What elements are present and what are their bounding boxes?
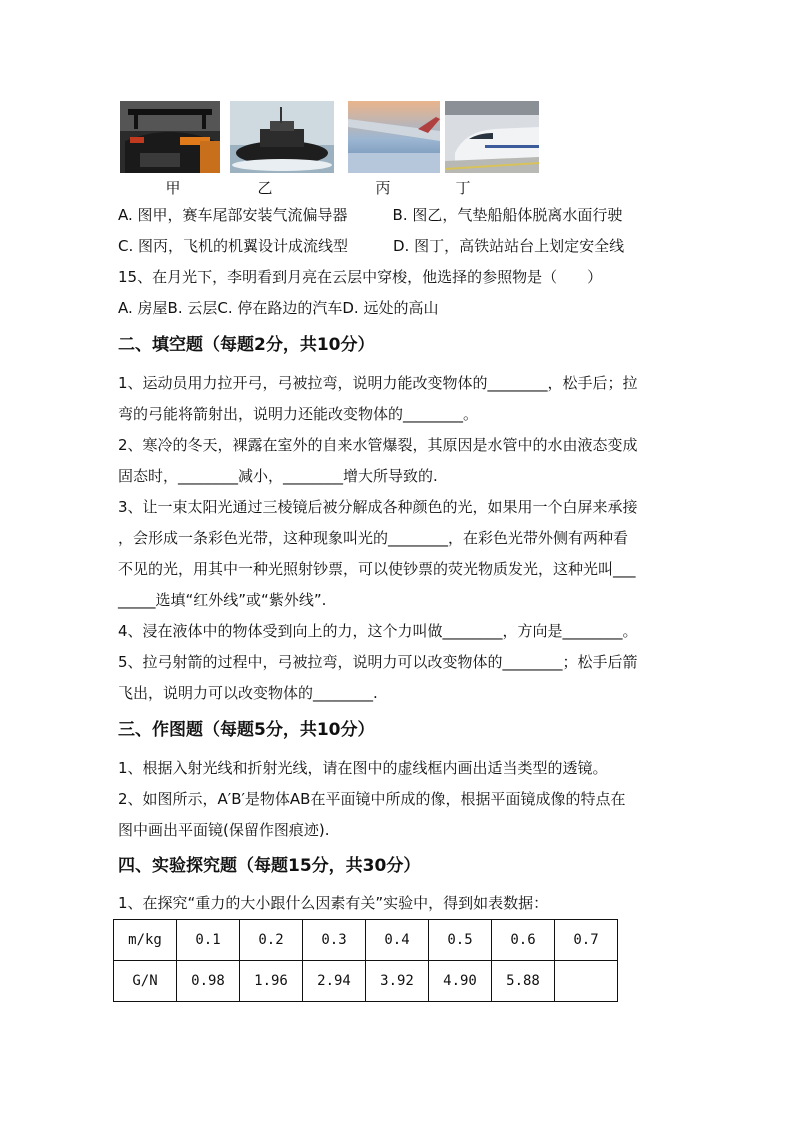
high-speed-train-photo — [445, 101, 539, 173]
section2-line: ，会形成一条彩色光带，这种现象叫光的________，在彩色光带外侧有两种看 — [118, 529, 629, 547]
section2-line: 3、让一束太阳光通过三棱镜后被分解成各种颜色的光，如果用一个白屏来承接 — [118, 498, 638, 516]
section2-line: 4、浸在液体中的物体受到向上的力，这个力叫做________，方向是________。 — [118, 622, 638, 640]
section2-title: 二、填空题（每题2分，共10分） — [118, 335, 375, 355]
section2-line: 5、拉弓射箭的过程中，弓被拉弯，说明力可以改变物体的________；松手后箭 — [118, 653, 638, 671]
table-row-weight — [114, 961, 618, 1002]
table-cell: 0.2 — [240, 920, 303, 961]
figure-label-bing: 丙 — [375, 179, 391, 197]
q14-options-cd: C. 图丙，飞机的机翼设计成流线型 D. 图丁，高铁站站台上划定安全线 — [118, 237, 625, 255]
table-cell: 0.98 — [177, 961, 240, 1002]
airplane-wing-photo — [348, 101, 440, 173]
section3-line: 图中画出平面镜(保留作图痕迹). — [118, 821, 330, 839]
table-cell: 4.90 — [429, 961, 492, 1002]
hovercraft-photo — [230, 101, 334, 173]
section3-title: 三、作图题（每题5分，共10分） — [118, 720, 375, 740]
table-cell: 0.1 — [177, 920, 240, 961]
race-car-spoiler-photo — [120, 101, 220, 173]
table-cell: 0.6 — [492, 920, 555, 961]
table-cell: 5.88 — [492, 961, 555, 1002]
gravity-data-table — [113, 919, 618, 1002]
figure-label-ding: 丁 — [455, 179, 471, 197]
section2-line: 飞出，说明力可以改变物体的________. — [118, 684, 378, 702]
section2-line: 不见的光，用其中一种光照射钞票，可以使钞票的荧光物质发光，这种光叫___ — [118, 560, 636, 578]
section2-line: 1、运动员用力拉开弓，弓被拉弯，说明力能改变物体的________，松手后；拉 — [118, 374, 638, 392]
section2-line: 弯的弓能将箭射出，说明力还能改变物体的________。 — [118, 405, 479, 423]
section2-line: 固态时，________减小，________增大所导致的. — [118, 467, 438, 485]
table-cell: 0.4 — [366, 920, 429, 961]
figure-label-jia: 甲 — [165, 179, 181, 197]
table-cell: 3.92 — [366, 961, 429, 1002]
table-header-weight: G/N — [114, 961, 177, 1002]
table-cell: 0.7 — [555, 920, 618, 961]
table-cell-empty — [555, 961, 618, 1002]
q15-stem: 15、在月光下，李明看到月亮在云层中穿梭，他选择的参照物是（ ） — [118, 268, 603, 286]
table-cell: 1.96 — [240, 961, 303, 1002]
table-row-mass — [114, 920, 618, 961]
section4-q1: 1、在探究“重力的大小跟什么因素有关”实验中，得到如表数据： — [118, 894, 549, 912]
figure-label-yi: 乙 — [257, 179, 273, 197]
section2-line: _____选填“红外线”或“紫外线”. — [118, 591, 327, 609]
section4-title: 四、实验探究题（每题15分，共30分） — [118, 856, 421, 876]
table-header-mass: m/kg — [114, 920, 177, 961]
table-cell: 0.5 — [429, 920, 492, 961]
table-cell: 2.94 — [303, 961, 366, 1002]
section3-line: 1、根据入射光线和折射光线，请在图中的虚线框内画出适当类型的透镜。 — [118, 759, 608, 777]
q15-options: A. 房屋B. 云层C. 停在路边的汽车D. 远处的高山 — [118, 299, 439, 317]
q14-options-ab: A. 图甲，赛车尾部安装气流偏导器 B. 图乙，气垫船船体脱离水面行驶 — [118, 206, 623, 224]
section2-line: 2、寒冷的冬天，裸露在室外的自来水管爆裂，其原因是水管中的水由液态变成 — [118, 436, 638, 454]
figure-row — [120, 101, 550, 181]
section3-line: 2、如图所示，A′B′是物体AB在平面镜中所成的像，根据平面镜成像的特点在 — [118, 790, 626, 808]
table-cell: 0.3 — [303, 920, 366, 961]
